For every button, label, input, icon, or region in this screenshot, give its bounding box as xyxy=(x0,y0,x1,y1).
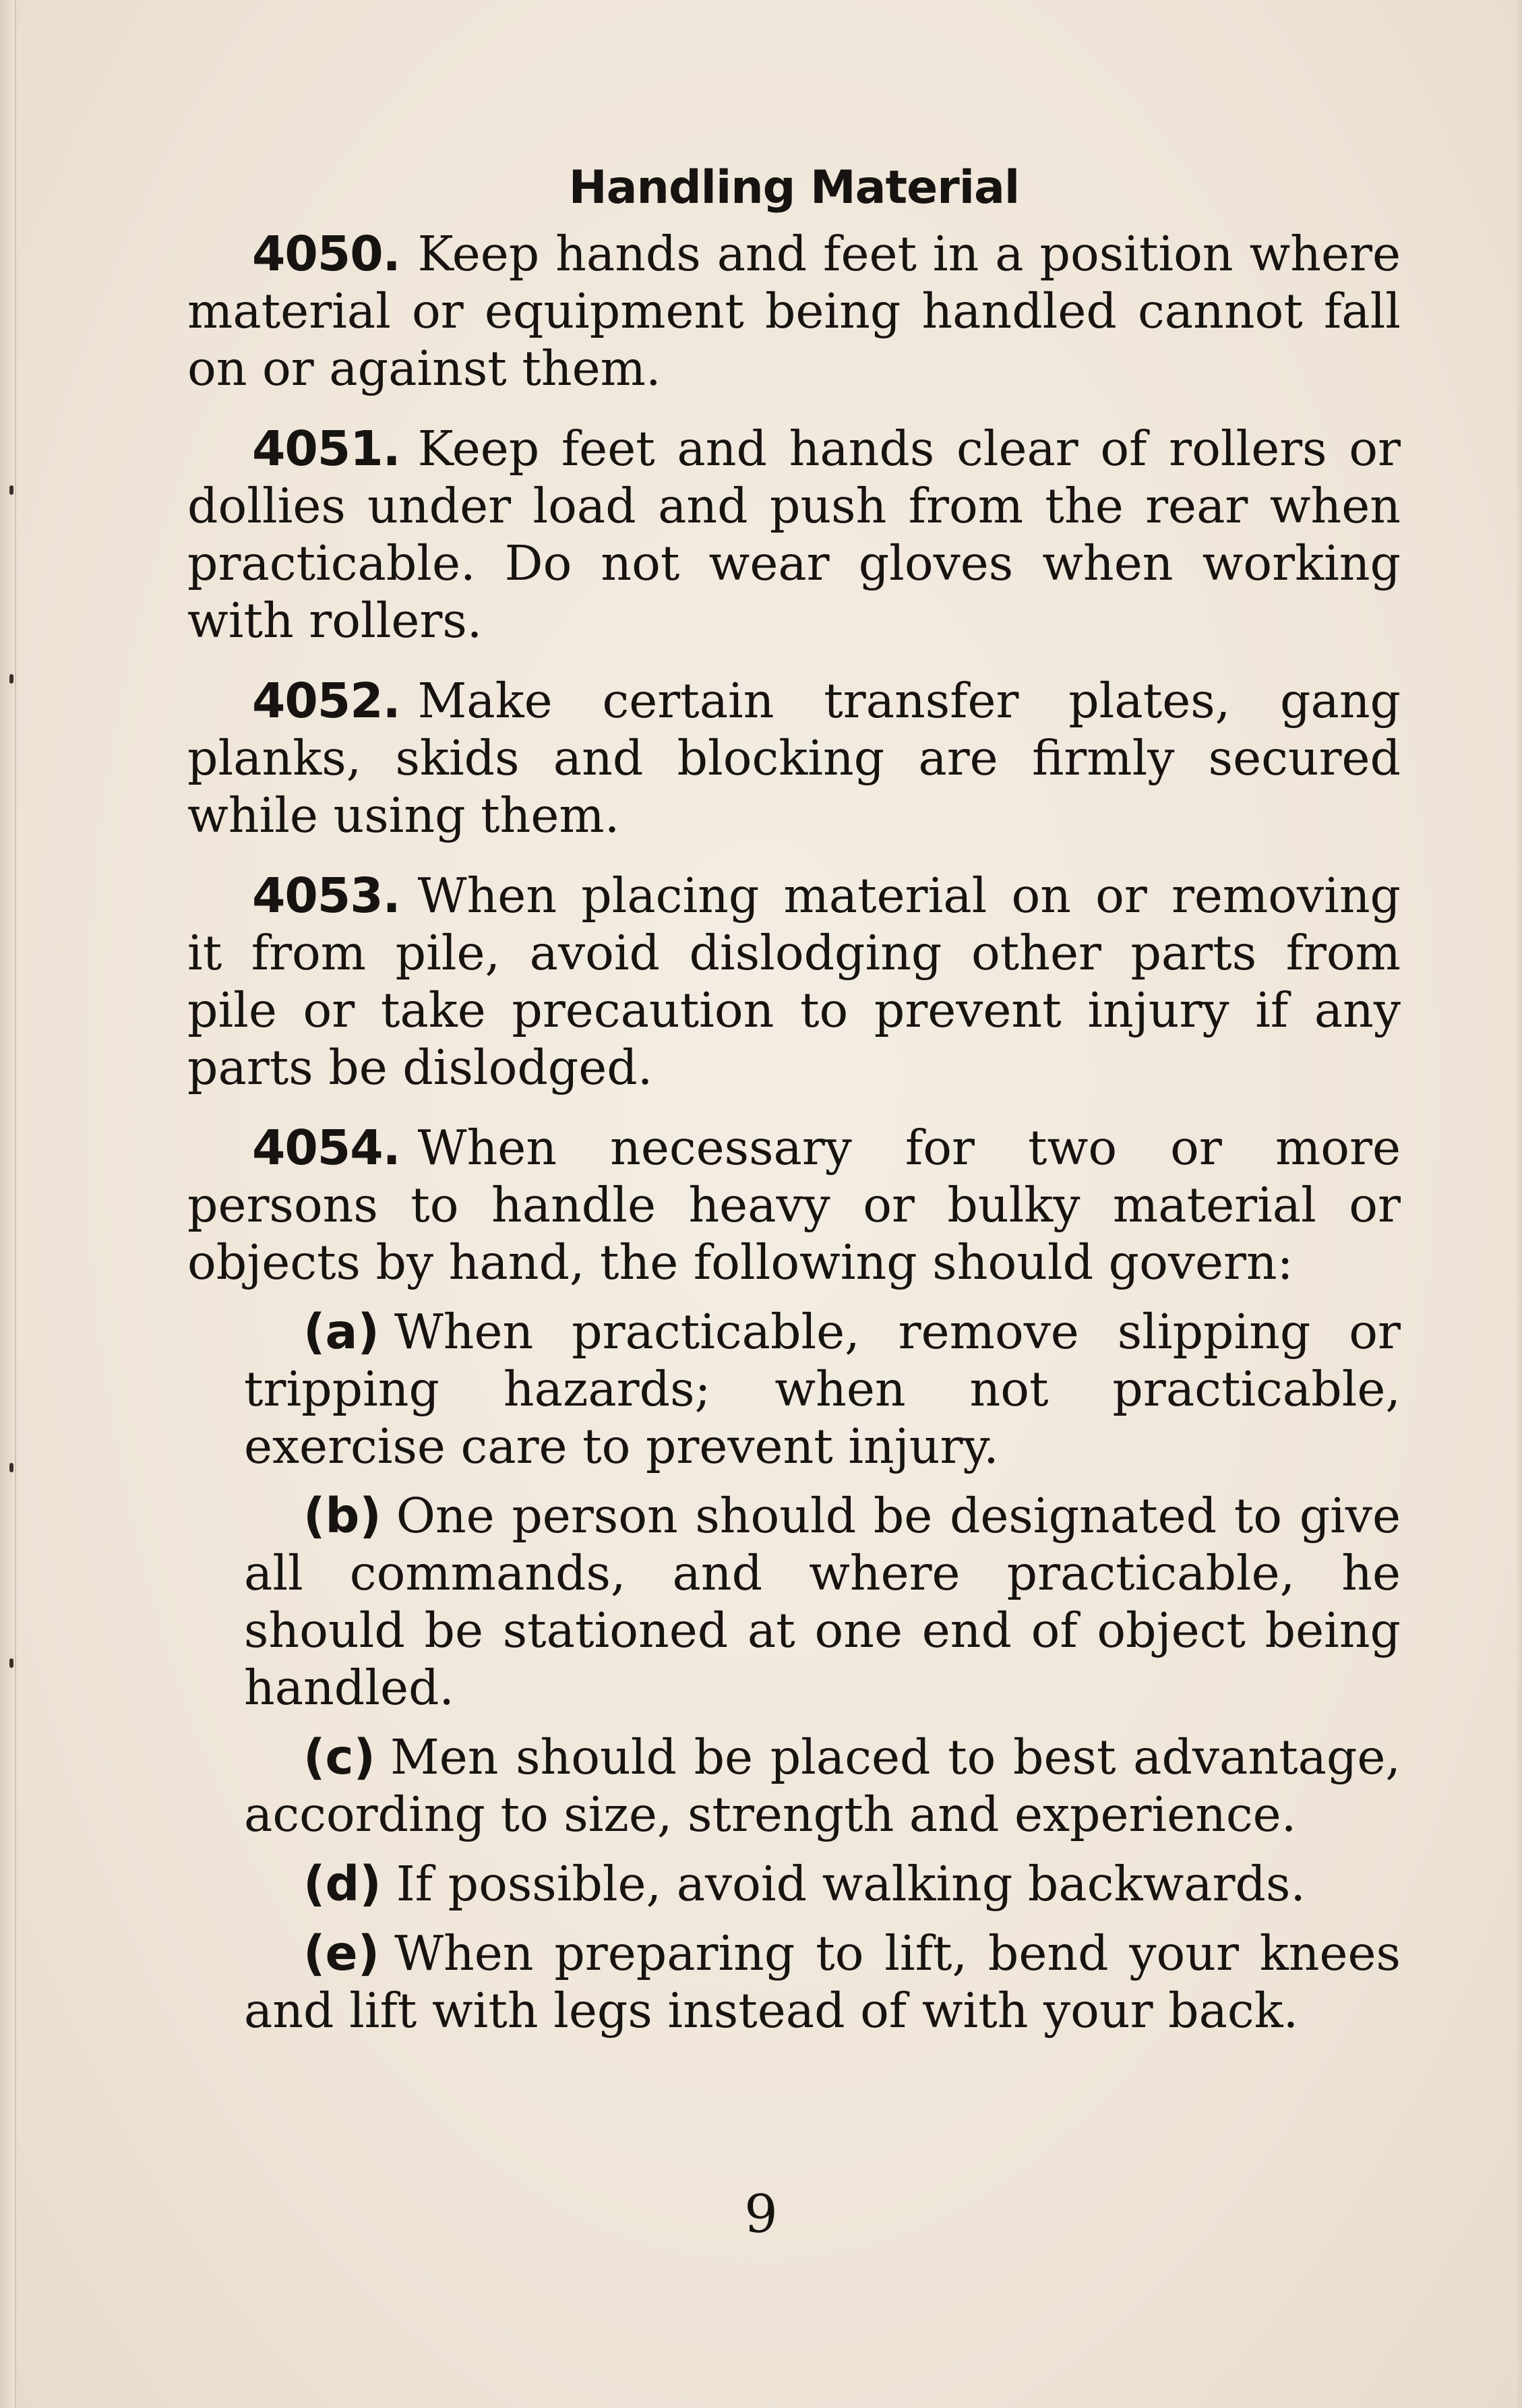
rule-number: 4052. xyxy=(252,672,400,729)
subitem-d xyxy=(244,1855,1401,1913)
subitem-text: If possible, avoid walking backwards. xyxy=(396,1855,1306,1912)
subitem-letter: (a) xyxy=(303,1303,379,1360)
rule-4050 xyxy=(187,225,1401,397)
rule-4053 xyxy=(187,867,1401,1096)
subitem-letter: (e) xyxy=(303,1925,380,1981)
subitem-letter: (b) xyxy=(303,1487,382,1544)
rule-text: Keep hands and feet in a position where material or equipment being handled cannot fall on or against them. xyxy=(187,225,1401,396)
binding-mark xyxy=(9,485,13,495)
rule-text: When necessary for two or more persons to handle heavy or bulky material or objects by hand, the following should govern: xyxy=(187,1119,1401,1290)
rule-4054 xyxy=(187,1119,1401,1291)
subitem-c xyxy=(244,1728,1401,1843)
subitem-a xyxy=(244,1303,1401,1475)
page-right-edge xyxy=(1515,0,1522,2408)
rule-number: 4051. xyxy=(252,420,400,477)
rule-4052 xyxy=(187,672,1401,844)
subitem-letter: (c) xyxy=(303,1728,375,1785)
subitem-text: When preparing to lift, bend your knees and lift with legs instead of with your back. xyxy=(244,1925,1401,2039)
rule-number: 4053. xyxy=(252,867,400,924)
rule-text: When placing material on or removing it from pile, avoid dislodging other parts from pile or take precaution to prevent injury if any parts be dislodged. xyxy=(187,867,1401,1095)
rule-number: 4054. xyxy=(252,1119,400,1176)
page-content xyxy=(187,160,1401,2051)
subitem-e xyxy=(244,1925,1401,2039)
rule-number: 4050. xyxy=(252,225,400,282)
subitem-b xyxy=(244,1487,1401,1716)
subitem-text: One person should be designated to give all commands, and where practicable, he should be stationed at one end of object being handled. xyxy=(244,1487,1401,1716)
rule-text: Keep feet and hands clear of rollers or dollies under load and push from the rear when practicable. Do not wear gloves when working with rollers. xyxy=(187,420,1401,649)
binding-mark xyxy=(9,1658,13,1668)
rule-text: Make certain transfer plates, gang planks, skids and blocking are firmly secured while using them. xyxy=(187,672,1401,843)
subitem-text: Men should be placed to best advantage, according to size, strength and experience. xyxy=(244,1728,1401,1842)
rule-4051 xyxy=(187,420,1401,649)
page-binding-edge xyxy=(0,0,16,2408)
binding-mark xyxy=(9,1463,13,1472)
subitem-letter: (d) xyxy=(303,1855,382,1912)
page-number: 9 xyxy=(744,2184,778,2245)
binding-mark xyxy=(9,674,13,684)
subitem-text: When practicable, remove slipping or tripping hazards; when not practicable, exercise care to prevent injury. xyxy=(244,1303,1401,1474)
section-heading: Handling Material xyxy=(568,161,1020,214)
